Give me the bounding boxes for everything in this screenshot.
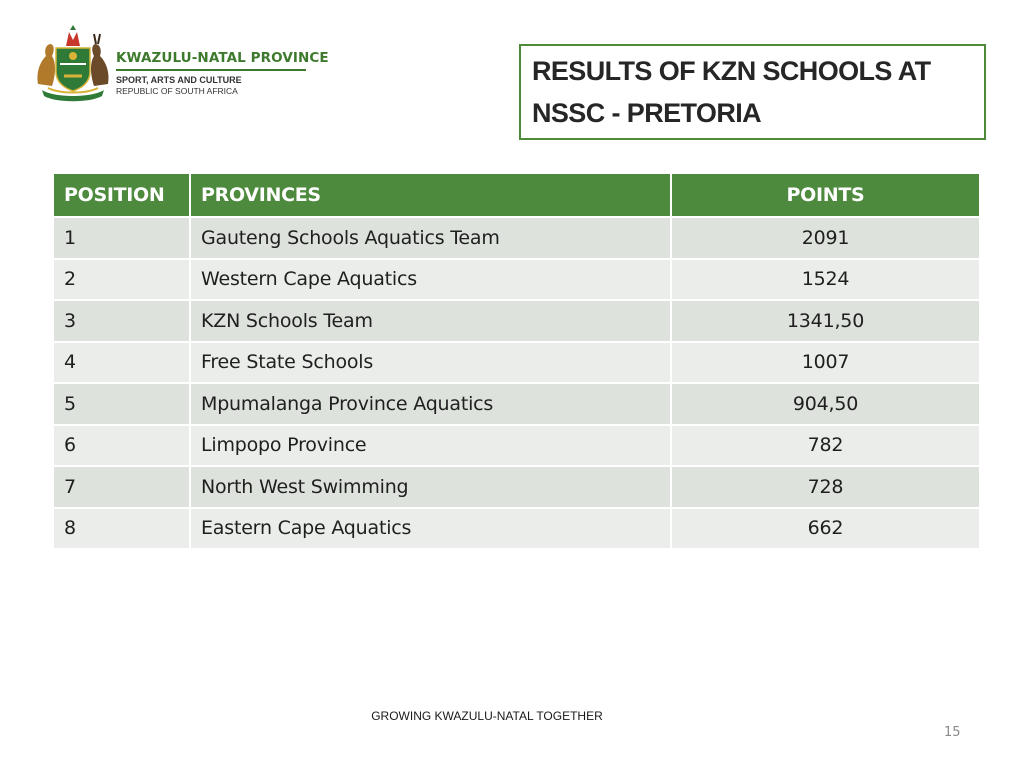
province-cell: Limpopo Province [190,425,671,467]
country-name: REPUBLIC OF SOUTH AFRICA [116,86,238,96]
province-cell: Eastern Cape Aquatics [190,508,671,550]
kzn-coat-of-arms-icon [34,24,112,104]
footer-tagline: GROWING KWAZULU-NATAL TOGETHER [371,709,603,723]
province-cell: Free State Schools [190,342,671,384]
position-cell: 3 [53,300,190,342]
org-name-underline [116,69,306,71]
table-row [53,508,980,550]
table-header-row [53,173,980,217]
org-name: KWAZULU-NATAL PROVINCE [116,50,329,66]
table-row [53,300,980,342]
logo-text [116,50,329,96]
position-cell: 4 [53,342,190,384]
provincial-logo [34,24,329,104]
slide-title-box [519,44,986,140]
province-cell: North West Swimming [190,466,671,508]
points-cell: 728 [671,466,980,508]
province-cell: Mpumalanga Province Aquatics [190,383,671,425]
table-row [53,383,980,425]
position-cell: 8 [53,508,190,550]
header-position: POSITION [53,173,190,217]
table-row [53,217,980,259]
position-cell: 7 [53,466,190,508]
position-cell: 1 [53,217,190,259]
points-cell: 1007 [671,342,980,384]
province-cell: Gauteng Schools Aquatics Team [190,217,671,259]
points-cell: 782 [671,425,980,467]
position-cell: 6 [53,425,190,467]
points-cell: 904,50 [671,383,980,425]
points-cell: 2091 [671,217,980,259]
table-row [53,425,980,467]
position-cell: 5 [53,383,190,425]
table-row [53,259,980,301]
department-name: SPORT, ARTS AND CULTURE [116,75,242,85]
results-table [52,172,981,550]
points-cell: 1524 [671,259,980,301]
province-cell: KZN Schools Team [190,300,671,342]
position-cell: 2 [53,259,190,301]
page-number: 15 [944,725,961,740]
table-row [53,466,980,508]
province-cell: Western Cape Aquatics [190,259,671,301]
slide-title-line-2: NSSC - PRETORIA [532,98,762,128]
table-row [53,342,980,384]
points-cell: 662 [671,508,980,550]
header-provinces: PROVINCES [190,173,671,217]
points-cell: 1341,50 [671,300,980,342]
slide-title-line-1: RESULTS OF KZN SCHOOLS AT [532,56,931,86]
header-points: POINTS [671,173,980,217]
